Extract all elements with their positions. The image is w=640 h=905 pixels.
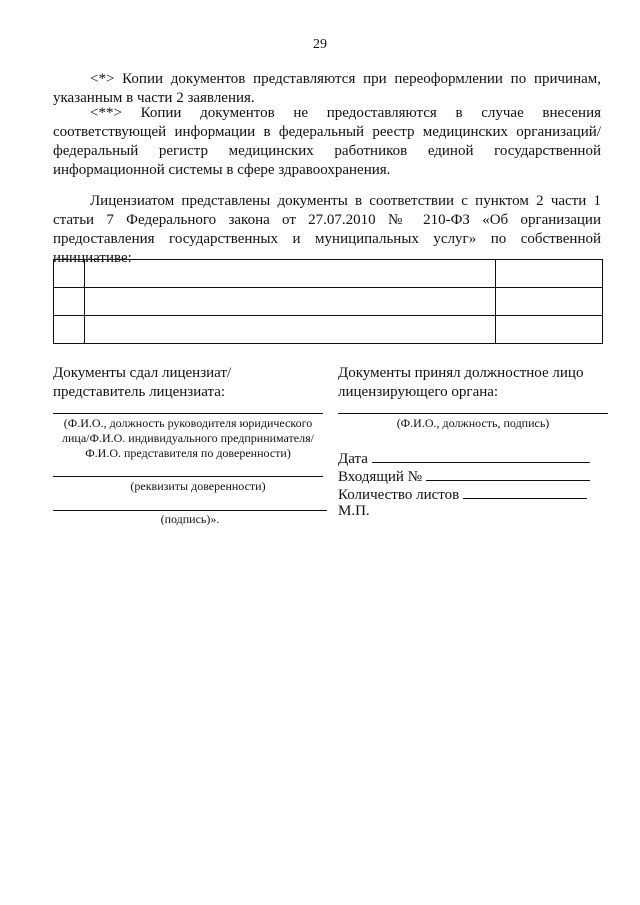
- sheet-count-field: [338, 484, 587, 505]
- intro-paragraph: Лицензиатом представлены документы в соответствии с пунктом 2 части 1 статьи 7 Федерального закона от 27.07.2010 № 210-ФЗ «Об организации предоставления государственных и муниципальных услуг» по собственной инициативе:: [53, 193, 601, 266]
- stamp-field: [338, 502, 370, 521]
- table-row: [54, 316, 603, 344]
- right-heading: Документы принял должностное лицо лицензирующего органа:: [338, 365, 584, 400]
- footnote-copies-not-provided: <**> Копии документов не предоставляются в случае внесения соответствующей информации в федеральный реестр медицинских организаций/федеральный регистр медицинских работников единой государственной информационной системы в сфере здравоохранения.: [53, 105, 601, 178]
- date-line: [372, 448, 590, 463]
- table-cell: [85, 260, 496, 288]
- sheet-count-label: Количество листов: [338, 487, 460, 503]
- table-cell: [85, 288, 496, 316]
- signature-caption: (подпись)».: [160, 512, 220, 526]
- footnote-copies-reissue: <*> Копии документов представляются при переоформлении по причинам, указанным в части 2 заявления.: [53, 71, 601, 106]
- page-number: 29: [313, 37, 327, 52]
- incoming-number-label: Входящий №: [338, 469, 423, 485]
- power-of-attorney-line: [53, 476, 323, 477]
- table-cell: [496, 288, 603, 316]
- table-cell: [54, 260, 85, 288]
- date-label: Дата: [338, 451, 368, 467]
- table-cell: [496, 260, 603, 288]
- right-name-caption: (Ф.И.О., должность, подпись): [396, 416, 550, 430]
- table-cell: [85, 316, 496, 344]
- left-name-caption: (Ф.И.О., должность руководителя юридического лица/Ф.И.О. индивидуального предпринимателя/ Ф.И.О. представителя по доверенности): [62, 416, 314, 460]
- signature-line: [53, 510, 327, 511]
- left-name-line: [53, 413, 323, 414]
- sheet-count-line: [463, 484, 587, 499]
- table-cell: [54, 316, 85, 344]
- table-cell: [54, 288, 85, 316]
- stamp-label: М.П.: [338, 503, 370, 519]
- documents-table: [53, 259, 603, 344]
- incoming-number-line: [426, 466, 590, 481]
- table-cell: [496, 316, 603, 344]
- right-name-line: [338, 413, 608, 414]
- left-heading: Документы сдал лицензиат/ представитель лицензиата:: [53, 365, 232, 400]
- table-row: [54, 288, 603, 316]
- power-of-attorney-caption: (реквизиты доверенности): [130, 479, 266, 493]
- table-row: [54, 260, 603, 288]
